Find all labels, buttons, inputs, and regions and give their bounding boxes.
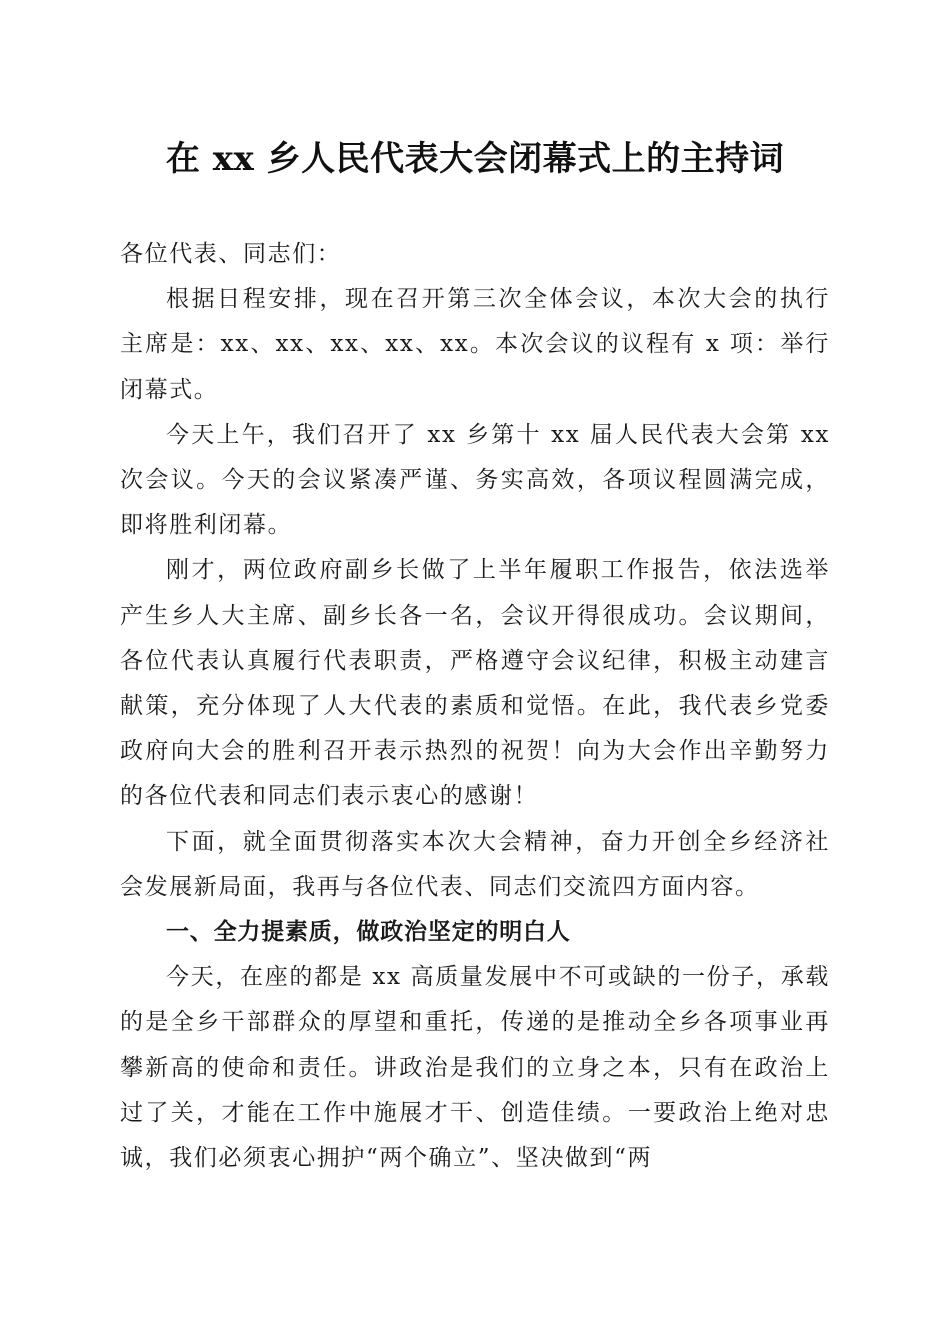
- section-heading: 一、全力提素质，做政治坚定的明白人: [166, 919, 571, 946]
- section-paragraph: 今天，在座的都是 xx 高质量发展中不可或缺的一份子，承载的是全乡干部群众的厚望和重托，传递的是推动全乡各项事业再攀新高的使命和责任。讲政治是我们的立身之本，只有在政治上过了关，才能在工作中施展才干、创造佳绩。一要政治上绝对忠诚，我们必须衷心拥护“两个确立”、坚决做到“两: [120, 964, 830, 1172]
- salutation: 各位代表、同志们：: [120, 241, 342, 267]
- paragraph-4: 下面，就全面贯彻落实本次大会精神，奋力开创全乡经济社会发展新局面，我再与各位代表、同志们交流四方面内容。: [120, 828, 830, 900]
- paragraph-2: 今天上午，我们召开了 xx 乡第十 xx 届人民代表大会第 xx 次会议。今天的会议紧凑严谨、务实高效，各项议程圆满完成，即将胜利闭幕。: [120, 421, 830, 539]
- document-body: [120, 232, 830, 1181]
- paragraph-1: 根据日程安排，现在召开第三次全体会议，本次大会的执行主席是：xx、xx、xx、xx、xx。本次会议的议程有 x 项：举行闭幕式。: [120, 286, 830, 403]
- document-title: 在 xx 乡人民代表大会闭幕式上的主持词: [165, 139, 785, 179]
- paragraph-3: 刚才，两位政府副乡长做了上半年履职工作报告，依法选举产生乡人大主席、副乡长各一名，会议开得很成功。会议期间，各位代表认真履行代表职责，严格遵守会议纪律，积极主动建言献策，充分体现了人大代表的素质和觉悟。在此，我代表乡党委政府向大会的胜利召开表示热烈的祝贺！向为大会作出辛勤努力的各位代表和同志们表示衷心的感谢！: [120, 557, 830, 810]
